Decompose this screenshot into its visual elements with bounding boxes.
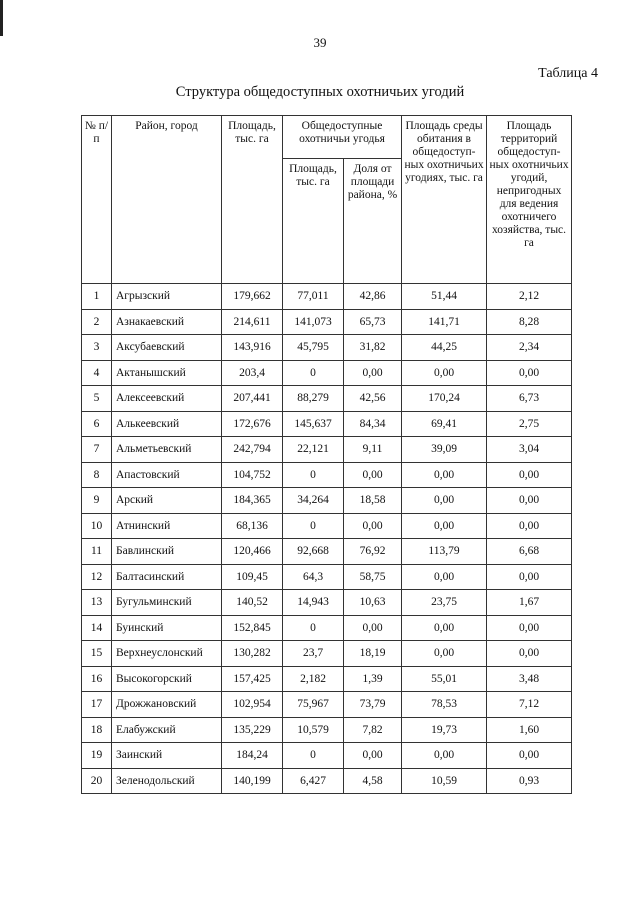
- row-share: 18,58: [344, 488, 402, 514]
- row-area: 157,425: [222, 666, 283, 692]
- row-share: 73,79: [344, 692, 402, 718]
- row-unsuitable: 0,00: [487, 488, 572, 514]
- row-public-area: 23,7: [283, 641, 344, 667]
- row-area: 203,4: [222, 360, 283, 386]
- row-area: 207,441: [222, 386, 283, 412]
- row-public-area: 10,579: [283, 717, 344, 743]
- row-share: 0,00: [344, 462, 402, 488]
- row-num: 15: [82, 641, 112, 667]
- row-district: Балтасинский: [112, 564, 222, 590]
- row-unsuitable: 2,12: [487, 284, 572, 310]
- table-row: [82, 437, 572, 463]
- header-public-share: Доля от площади района, %: [344, 159, 402, 284]
- row-district: Азнакаевский: [112, 309, 222, 335]
- row-num: 3: [82, 335, 112, 361]
- row-unsuitable: 1,67: [487, 590, 572, 616]
- row-num: 13: [82, 590, 112, 616]
- table-row: [82, 564, 572, 590]
- row-share: 4,58: [344, 768, 402, 794]
- row-habitat: 55,01: [402, 666, 487, 692]
- header-num: № п/п: [82, 116, 112, 284]
- row-share: 84,34: [344, 411, 402, 437]
- header-district: Район, город: [112, 116, 222, 284]
- row-share: 76,92: [344, 539, 402, 565]
- row-habitat: 0,00: [402, 360, 487, 386]
- row-unsuitable: 0,00: [487, 564, 572, 590]
- row-share: 42,86: [344, 284, 402, 310]
- row-public-area: 14,943: [283, 590, 344, 616]
- table-row: [82, 488, 572, 514]
- row-habitat: 0,00: [402, 641, 487, 667]
- row-area: 140,199: [222, 768, 283, 794]
- row-habitat: 51,44: [402, 284, 487, 310]
- row-area: 143,916: [222, 335, 283, 361]
- row-unsuitable: 0,93: [487, 768, 572, 794]
- row-district: Атнинский: [112, 513, 222, 539]
- row-area: 120,466: [222, 539, 283, 565]
- row-district: Буинский: [112, 615, 222, 641]
- row-habitat: 10,59: [402, 768, 487, 794]
- row-num: 4: [82, 360, 112, 386]
- row-num: 5: [82, 386, 112, 412]
- row-district: Актанышский: [112, 360, 222, 386]
- row-habitat: 44,25: [402, 335, 487, 361]
- row-unsuitable: 6,68: [487, 539, 572, 565]
- row-public-area: 0: [283, 615, 344, 641]
- table-row: [82, 539, 572, 565]
- row-area: 184,365: [222, 488, 283, 514]
- row-habitat: 141,71: [402, 309, 487, 335]
- row-area: 104,752: [222, 462, 283, 488]
- header-public-group: Общедоступные охотничьи угодья: [283, 116, 402, 159]
- table-label: Таблица 4: [538, 66, 598, 81]
- row-area: 109,45: [222, 564, 283, 590]
- table-row: [82, 386, 572, 412]
- row-district: Арский: [112, 488, 222, 514]
- row-unsuitable: 2,75: [487, 411, 572, 437]
- row-habitat: 0,00: [402, 462, 487, 488]
- row-public-area: 0: [283, 462, 344, 488]
- row-district: Высокогорский: [112, 666, 222, 692]
- row-num: 18: [82, 717, 112, 743]
- row-habitat: 39,09: [402, 437, 487, 463]
- row-public-area: 92,668: [283, 539, 344, 565]
- table-body: [82, 284, 572, 794]
- row-unsuitable: 8,28: [487, 309, 572, 335]
- table-row: [82, 768, 572, 794]
- row-district: Верхнеуслонский: [112, 641, 222, 667]
- row-unsuitable: 0,00: [487, 743, 572, 769]
- table-row: [82, 615, 572, 641]
- row-habitat: 69,41: [402, 411, 487, 437]
- row-area: 184,24: [222, 743, 283, 769]
- row-share: 58,75: [344, 564, 402, 590]
- table-row: [82, 666, 572, 692]
- row-share: 0,00: [344, 743, 402, 769]
- row-unsuitable: 0,00: [487, 641, 572, 667]
- row-habitat: 23,75: [402, 590, 487, 616]
- row-share: 9,11: [344, 437, 402, 463]
- row-district: Алексеевский: [112, 386, 222, 412]
- row-public-area: 34,264: [283, 488, 344, 514]
- row-habitat: 78,53: [402, 692, 487, 718]
- table-row: [82, 309, 572, 335]
- row-area: 172,676: [222, 411, 283, 437]
- header-habitat: Площадь среды обитания в общедоступ-ных охотничьих угодиях, тыс. га: [402, 116, 487, 284]
- table-title: Структура общедоступных охотничьих угодий: [175, 84, 465, 100]
- row-num: 1: [82, 284, 112, 310]
- row-num: 9: [82, 488, 112, 514]
- row-share: 7,82: [344, 717, 402, 743]
- row-public-area: 88,279: [283, 386, 344, 412]
- row-public-area: 0: [283, 360, 344, 386]
- row-public-area: 45,795: [283, 335, 344, 361]
- table-row: [82, 360, 572, 386]
- scan-edge-mark: [0, 0, 3, 36]
- row-area: 130,282: [222, 641, 283, 667]
- row-habitat: 0,00: [402, 564, 487, 590]
- row-share: 0,00: [344, 513, 402, 539]
- row-unsuitable: 3,48: [487, 666, 572, 692]
- row-unsuitable: 2,34: [487, 335, 572, 361]
- row-num: 8: [82, 462, 112, 488]
- table-row: [82, 590, 572, 616]
- row-num: 2: [82, 309, 112, 335]
- row-district: Елабужский: [112, 717, 222, 743]
- row-num: 11: [82, 539, 112, 565]
- row-public-area: 0: [283, 743, 344, 769]
- row-habitat: 0,00: [402, 743, 487, 769]
- page-number: 39: [313, 35, 327, 50]
- row-public-area: 75,967: [283, 692, 344, 718]
- row-public-area: 145,637: [283, 411, 344, 437]
- row-public-area: 77,011: [283, 284, 344, 310]
- row-public-area: 141,073: [283, 309, 344, 335]
- row-habitat: 0,00: [402, 615, 487, 641]
- table-row: [82, 692, 572, 718]
- row-share: 0,00: [344, 360, 402, 386]
- table-row: [82, 717, 572, 743]
- row-num: 16: [82, 666, 112, 692]
- table-row: [82, 743, 572, 769]
- row-habitat: 19,73: [402, 717, 487, 743]
- header-area: Площадь, тыс. га: [222, 116, 283, 284]
- header-public-area: Площадь, тыс. га: [283, 159, 344, 284]
- row-share: 31,82: [344, 335, 402, 361]
- row-share: 65,73: [344, 309, 402, 335]
- header-unsuitable: Площадь территорий общедоступ-ных охотничьих угодий, непригодных для ведения охотничего хозяйства, тыс. га: [487, 116, 572, 284]
- row-public-area: 22,121: [283, 437, 344, 463]
- table-row: [82, 335, 572, 361]
- row-habitat: 113,79: [402, 539, 487, 565]
- row-district: Дрожжановский: [112, 692, 222, 718]
- row-district: Аксубаевский: [112, 335, 222, 361]
- row-area: 135,229: [222, 717, 283, 743]
- row-public-area: 0: [283, 513, 344, 539]
- row-habitat: 0,00: [402, 513, 487, 539]
- row-public-area: 6,427: [283, 768, 344, 794]
- row-share: 1,39: [344, 666, 402, 692]
- row-area: 140,52: [222, 590, 283, 616]
- row-district: Апастовский: [112, 462, 222, 488]
- table-row: [82, 462, 572, 488]
- hunting-grounds-table: [81, 115, 572, 794]
- row-num: 7: [82, 437, 112, 463]
- row-share: 0,00: [344, 615, 402, 641]
- row-public-area: 64,3: [283, 564, 344, 590]
- row-num: 6: [82, 411, 112, 437]
- row-district: Зеленодольский: [112, 768, 222, 794]
- table-row: [82, 641, 572, 667]
- row-district: Альметьевский: [112, 437, 222, 463]
- table-row: [82, 284, 572, 310]
- row-district: Алькеевский: [112, 411, 222, 437]
- row-habitat: 0,00: [402, 488, 487, 514]
- row-public-area: 2,182: [283, 666, 344, 692]
- row-num: 19: [82, 743, 112, 769]
- row-area: 179,662: [222, 284, 283, 310]
- row-area: 214,611: [222, 309, 283, 335]
- row-share: 18,19: [344, 641, 402, 667]
- row-unsuitable: 6,73: [487, 386, 572, 412]
- row-district: Бавлинский: [112, 539, 222, 565]
- table-row: [82, 411, 572, 437]
- row-area: 68,136: [222, 513, 283, 539]
- row-unsuitable: 0,00: [487, 513, 572, 539]
- row-unsuitable: 7,12: [487, 692, 572, 718]
- row-unsuitable: 0,00: [487, 615, 572, 641]
- row-district: Агрызский: [112, 284, 222, 310]
- row-unsuitable: 1,60: [487, 717, 572, 743]
- row-district: Бугульминский: [112, 590, 222, 616]
- row-unsuitable: 0,00: [487, 462, 572, 488]
- row-share: 42,56: [344, 386, 402, 412]
- row-num: 12: [82, 564, 112, 590]
- row-num: 17: [82, 692, 112, 718]
- row-unsuitable: 0,00: [487, 360, 572, 386]
- row-habitat: 170,24: [402, 386, 487, 412]
- row-area: 102,954: [222, 692, 283, 718]
- row-num: 20: [82, 768, 112, 794]
- row-unsuitable: 3,04: [487, 437, 572, 463]
- row-area: 152,845: [222, 615, 283, 641]
- row-district: Заинский: [112, 743, 222, 769]
- row-share: 10,63: [344, 590, 402, 616]
- table-row: [82, 513, 572, 539]
- row-num: 14: [82, 615, 112, 641]
- row-area: 242,794: [222, 437, 283, 463]
- row-num: 10: [82, 513, 112, 539]
